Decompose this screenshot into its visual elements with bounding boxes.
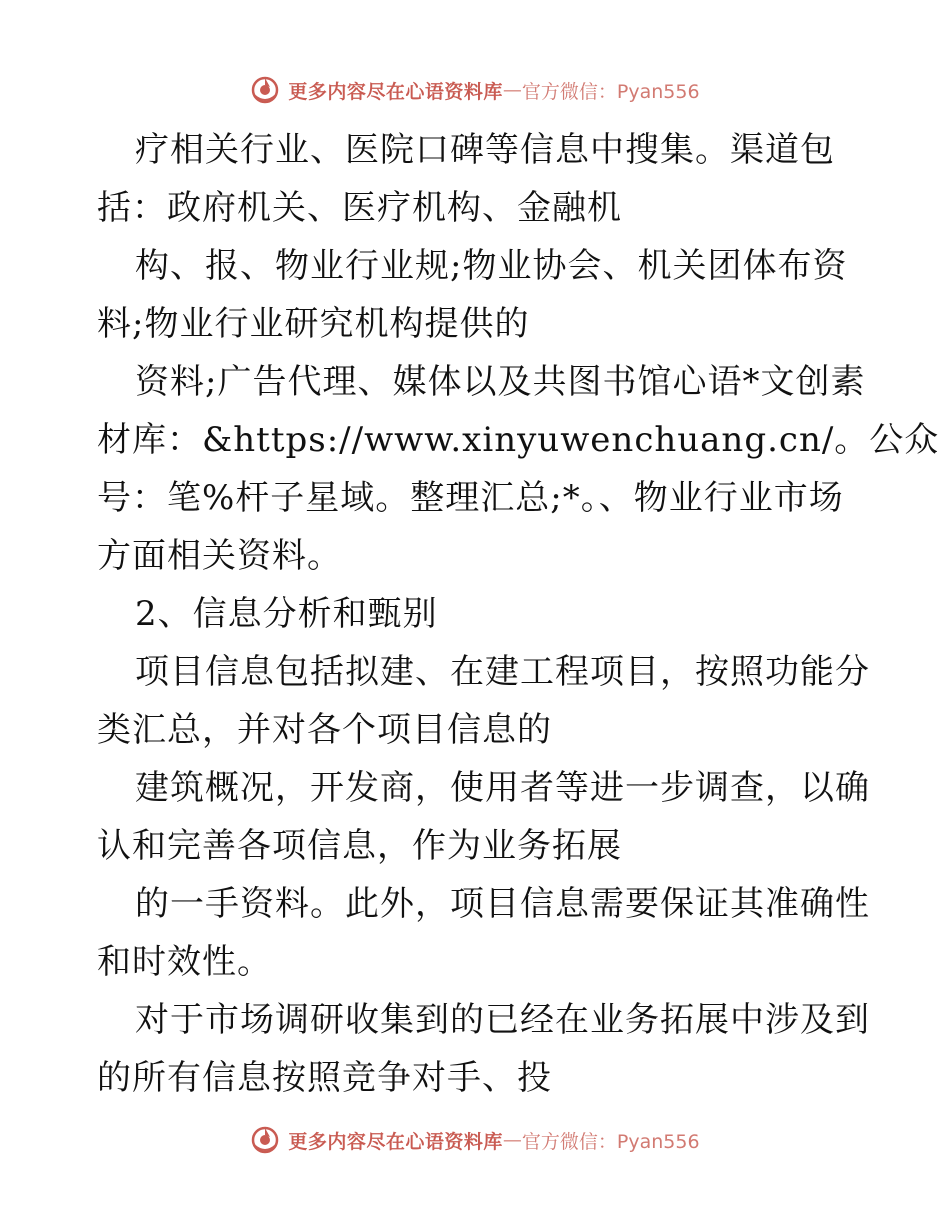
body-line: 括：政府机关、医疗机构、金融机 xyxy=(97,188,622,228)
document-body xyxy=(97,121,940,1107)
header-brand-text: 更多内容尽在心语资料库 xyxy=(288,80,503,103)
body-line: 类汇总，并对各个项目信息的 xyxy=(97,710,552,750)
body-line: 材库：&https://www.xinyuwenchuang.cn/。公众 xyxy=(97,420,940,460)
body-line: 和时效性。 xyxy=(97,942,272,982)
footer-separator: — xyxy=(502,1129,522,1151)
body-line: 料;物业行业研究机构提供的 xyxy=(97,304,530,344)
section-heading: 2、信息分析和甄别 xyxy=(135,594,438,634)
body-line: 方面相关资料。 xyxy=(97,536,342,576)
body-line: 疗相关行业、医院口碑等信息中搜集。渠道包 xyxy=(135,130,835,170)
body-line: 号：笔%杆子星域。整理汇总;*。、物业行业市场 xyxy=(97,478,844,518)
body-line: 的一手资料。此外，项目信息需要保证其准确性 xyxy=(135,884,870,924)
header-separator: — xyxy=(502,79,522,101)
body-line: 资料;广告代理、媒体以及共图书馆心语*文创素 xyxy=(135,362,866,402)
logo-icon xyxy=(250,75,280,105)
logo-icon xyxy=(250,1125,280,1155)
body-line: 的所有信息按照竞争对手、投 xyxy=(97,1058,552,1098)
body-line: 构、报、物业行业规;物业协会、机关团体布资 xyxy=(135,246,848,286)
body-line: 对于市场调研收集到的已经在业务拓展中涉及到 xyxy=(135,1000,870,1040)
body-line: 建筑概况，开发商，使用者等进一步调查，以确 xyxy=(135,768,870,808)
footer-contact: 官方微信：Pyan556 xyxy=(521,1130,700,1153)
header-contact: 官方微信：Pyan556 xyxy=(521,80,700,103)
body-line: 项目信息包括拟建、在建工程项目，按照功能分 xyxy=(135,652,870,692)
body-line: 认和完善各项信息，作为业务拓展 xyxy=(97,826,622,866)
header-watermark-banner xyxy=(0,70,950,110)
footer-watermark-banner xyxy=(0,1120,950,1160)
footer-brand-text: 更多内容尽在心语资料库 xyxy=(288,1130,503,1153)
